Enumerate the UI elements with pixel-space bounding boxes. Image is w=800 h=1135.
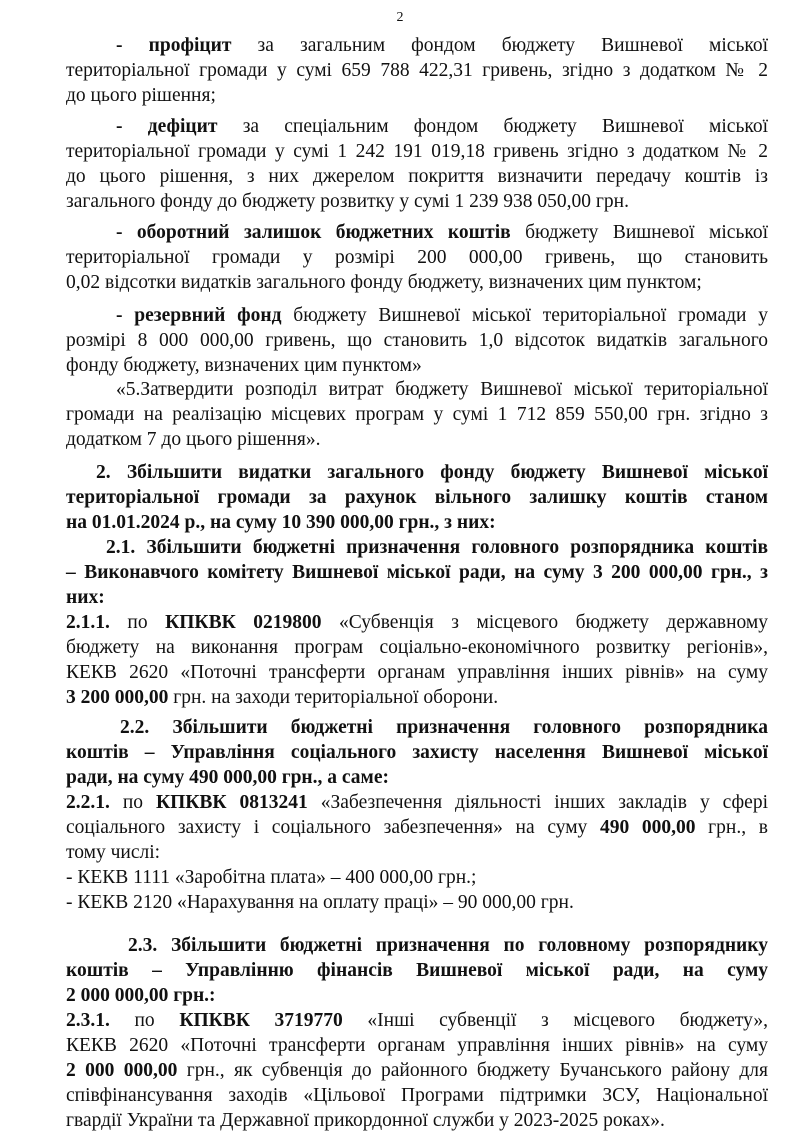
text-run: розмірі 8 000 000,00 гривень, що становить 1,0 відсоток видатків загального <box>66 330 768 351</box>
text-line <box>66 1058 768 1083</box>
text-line <box>66 189 768 214</box>
text-line <box>66 840 768 865</box>
section-2 <box>66 460 768 710</box>
text-line <box>66 933 768 958</box>
bold-text-run: 2.1. Збільшити бюджетні призначення головного розпорядника коштів <box>106 537 768 558</box>
bold-text-run: на 01.01.2024 р., на суму 10 390 000,00 грн., з них: <box>66 512 496 533</box>
bold-text-run: 3 200 000,00 <box>66 687 169 708</box>
text-line <box>66 220 768 245</box>
text-run: до цього рішення; <box>66 85 216 106</box>
bold-text-run: КПКВК 3719770 <box>179 1010 343 1031</box>
text-line <box>66 890 768 915</box>
text-line <box>66 114 768 139</box>
text-run: територіальної громади у сумі 659 788 422,31 гривень, згідно з додатком № 2 <box>66 60 768 81</box>
text-run: за загальним фондом бюджету Вишневої міської <box>231 35 769 56</box>
text-line <box>66 983 768 1008</box>
text-line <box>66 33 768 58</box>
text-run: 0,02 відсотки видатків загального фонду бюджету, визначених цим пунктом; <box>66 272 702 293</box>
bold-text-run: КПКВК 0813241 <box>155 792 308 813</box>
bold-text-run: 2.2. Збільшити бюджетні призначення головного розпорядника <box>120 717 768 738</box>
bold-text-run: 2.2.1. <box>66 792 110 813</box>
text-line <box>66 815 768 840</box>
bold-text-run: коштів – Управління соціального захисту населення Вишневої міської <box>66 742 768 763</box>
text-run: «Інші субвенції з місцевого бюджету», <box>342 1010 768 1031</box>
bold-text-run: них: <box>66 587 105 608</box>
bold-text-run: 2. Збільшити видатки загального фонду бюджету Вишневої міської <box>96 462 768 483</box>
text-line <box>66 715 768 740</box>
text-run: - КЕКВ 1111 «Заробітна плата» – 400 000,00 грн.; <box>66 867 477 888</box>
text-run: до цього рішення, з них джерелом покриття визначити передачу коштів із <box>66 166 768 187</box>
text-line <box>66 58 768 83</box>
text-line <box>66 1008 768 1033</box>
bold-text-run: 2.3.1. <box>66 1010 110 1031</box>
text-line <box>66 139 768 164</box>
bold-text-run: - <box>116 222 137 243</box>
text-run: територіальної громади у сумі 1 242 191 019,18 гривень згідно з додатком № 2 <box>66 141 768 162</box>
bold-text-run: дефіцит <box>147 116 218 137</box>
text-run: «5.Затвердити розподіл витрат бюджету Вишневої міської територіальної <box>116 379 768 400</box>
text-line <box>66 510 768 535</box>
text-line <box>66 427 768 452</box>
text-run: бюджету Вишневої міської територіальної громади у <box>281 305 769 326</box>
text-run: фонду бюджету, визначених цим пунктом» <box>66 355 422 376</box>
text-run: «Забезпечення діяльності інших закладів у сфері <box>307 792 769 813</box>
text-run: по <box>109 792 156 813</box>
bold-text-run: - <box>116 35 149 56</box>
text-line <box>66 610 768 635</box>
bold-text-run: - <box>116 305 135 326</box>
text-line <box>66 1108 768 1133</box>
text-run: по <box>109 1010 180 1031</box>
paragraph-working-balance <box>66 220 768 295</box>
bold-text-run: 2 000 000,00 грн.: <box>66 985 216 1006</box>
bold-text-run: КПКВК 0219800 <box>165 612 322 633</box>
text-line <box>66 865 768 890</box>
text-line <box>66 485 768 510</box>
text-line <box>66 790 768 815</box>
text-run: тому числі: <box>66 842 161 863</box>
text-line <box>66 635 768 660</box>
text-line <box>66 660 768 685</box>
text-run: грн., як субвенція до районного бюджету Бучанського району для <box>177 1060 769 1081</box>
text-run: КЕКВ 2620 «Поточні трансферти органам управління інших рівнів» на суму <box>66 1035 768 1056</box>
bold-text-run: територіальної громади за рахунок вільного залишку коштів станом <box>66 487 768 508</box>
section-2-2 <box>66 715 768 915</box>
text-line <box>66 585 768 610</box>
bold-text-run: 490 000,00 <box>599 817 696 838</box>
bold-text-run: ради, на суму 490 000,00 грн., а саме: <box>66 767 389 788</box>
paragraph-reserve-fund <box>66 303 768 378</box>
bold-text-run: коштів – Управлінню фінансів Вишневої міської ради, на суму <box>66 960 768 981</box>
bold-text-run: 2.1.1. <box>66 612 110 633</box>
text-line <box>66 1083 768 1108</box>
bold-text-run: резервний фонд <box>134 305 282 326</box>
text-run: територіальної громади у розмірі 200 000,00 гривень, що становить <box>66 247 768 268</box>
text-line <box>66 1033 768 1058</box>
text-run: по <box>109 612 166 633</box>
paragraph-item-5 <box>66 377 768 452</box>
text-line <box>66 270 768 295</box>
text-run: загального фонду до бюджету розвитку у сумі 1 239 938 050,00 грн. <box>66 191 629 212</box>
text-run: співфінансування заходів «Цільової Програми підтримки ЗСУ, Національної <box>66 1085 768 1106</box>
text-run: КЕКВ 2620 «Поточні трансферти органам управління інших рівнів» на суму <box>66 662 768 683</box>
text-line <box>66 83 768 108</box>
text-line <box>66 560 768 585</box>
text-run: гвардії України та Державної прикордонної служби у 2023-2025 роках». <box>66 1110 665 1131</box>
bold-text-run: - <box>116 116 148 137</box>
bold-text-run: 2 000 000,00 <box>66 1060 178 1081</box>
text-run: бюджету Вишневої міської <box>510 222 768 243</box>
text-line <box>66 535 768 560</box>
paragraph-deficit <box>66 114 768 214</box>
text-line <box>66 245 768 270</box>
text-line <box>66 164 768 189</box>
bold-text-run: оборотний залишок бюджетних коштів <box>136 222 511 243</box>
text-run: додатком 7 до цього рішення». <box>66 429 321 450</box>
paragraph-profit <box>66 33 768 108</box>
text-line <box>66 353 768 378</box>
section-2-3 <box>66 933 768 1133</box>
text-line <box>66 958 768 983</box>
text-run: громади на реалізацію місцевих програм у сумі 1 712 859 550,00 грн. згідно з <box>66 404 768 425</box>
text-run: бюджету на виконання програм соціально-економічного розвитку регіонів», <box>66 637 768 658</box>
text-run: соціального захисту і соціального забезпечення» на суму <box>66 817 600 838</box>
text-run: грн., в <box>695 817 768 838</box>
text-run: - КЕКВ 2120 «Нарахування на оплату праці» – 90 000,00 грн. <box>66 892 574 913</box>
bold-text-run: – Виконавчого комітету Вишневої міської ради, на суму 3 200 000,00 грн., з <box>66 562 768 583</box>
text-line <box>66 377 768 402</box>
text-line <box>66 740 768 765</box>
bold-text-run: 2.3. Збільшити бюджетні призначення по головному розпоряднику <box>128 935 768 956</box>
text-run: за спеціальним фондом бюджету Вишневої міської <box>217 116 768 137</box>
page-number: 2 <box>396 10 404 25</box>
text-line <box>66 402 768 427</box>
text-line <box>66 328 768 353</box>
text-line <box>66 765 768 790</box>
text-line <box>66 460 768 485</box>
text-run: «Субвенція з місцевого бюджету державному <box>321 612 769 633</box>
bold-text-run: профіцит <box>148 35 232 56</box>
text-line <box>66 685 768 710</box>
text-line <box>66 303 768 328</box>
text-run: грн. на заходи територіальної оборони. <box>168 687 499 708</box>
